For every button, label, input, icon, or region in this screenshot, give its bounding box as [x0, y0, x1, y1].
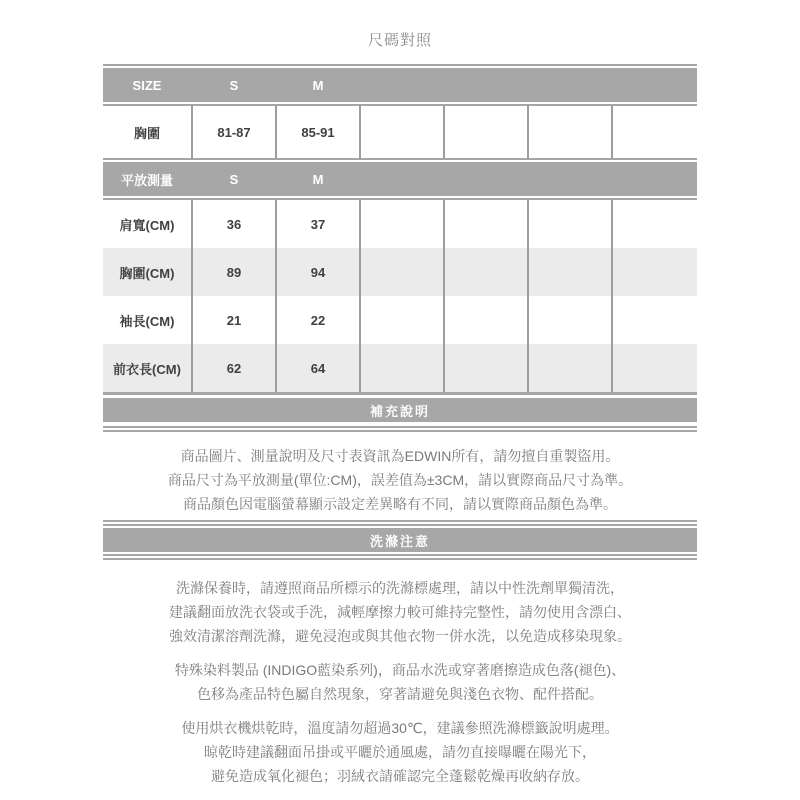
cell-value-s: 62 — [226, 360, 242, 376]
row-label: 前衣長(CM) — [113, 361, 181, 377]
washing-section-bar — [103, 528, 697, 552]
empty-cell — [611, 106, 695, 158]
cell-value-s: 36 — [226, 216, 242, 232]
supplement-bottom-rule — [103, 426, 697, 432]
cell-value-m: 85-91 — [301, 124, 335, 140]
washing-paragraph-drying — [0, 716, 800, 788]
washing-line: 建議翻面放洗衣袋或手洗，減輕摩擦力較可維持完整性，請勿使用含漂白、 — [169, 604, 631, 620]
empty-cell — [443, 106, 527, 158]
cell-value-m: 22 — [310, 312, 326, 328]
empty-cell — [611, 200, 695, 248]
washing-line: 特殊染料製品 (INDIGO藍染系列)，商品水洗或穿著磨擦造成色落(褪色)、 — [174, 662, 626, 678]
washing-line: 色移為產品特色屬自然現象，穿著請避免與淺色衣物、配件搭配。 — [197, 686, 603, 702]
supplement-line: 商品圖片、測量說明及尺寸表資訊為EDWIN所有，請勿擅自重製盜用。 — [180, 448, 620, 464]
size-header-s: S — [229, 77, 239, 93]
empty-cell — [359, 248, 443, 296]
supplement-section-title: 補充說明 — [369, 403, 430, 419]
cell-value-m: 64 — [310, 360, 326, 376]
size-table — [103, 64, 697, 432]
empty-cell — [527, 296, 611, 344]
flat-header-top-rule — [103, 158, 697, 160]
empty-cell — [527, 200, 611, 248]
row-label: 肩寬(CM) — [119, 217, 175, 233]
washing-line: 避免造成氧化褪色；羽絨衣請確認完全蓬鬆乾燥再收納存放。 — [211, 768, 589, 784]
table-row-chest — [103, 248, 697, 296]
empty-cell — [611, 344, 695, 392]
empty-cell — [527, 106, 611, 158]
table-top-rule — [103, 64, 697, 66]
flat-header-label: 平放測量 — [120, 172, 173, 188]
size-header-m: M — [312, 77, 324, 93]
washing-line: 使用烘衣機烘乾時，溫度請勿超過30℃，建議參照洗滌標籤說明處理。 — [181, 720, 619, 736]
table-row-front-length — [103, 344, 697, 392]
table-row-sleeve — [103, 296, 697, 344]
page-title: 尺碼對照 — [367, 32, 432, 49]
empty-cell — [359, 344, 443, 392]
empty-cell — [359, 296, 443, 344]
empty-cell — [611, 248, 695, 296]
supplement-section-bar — [103, 398, 697, 422]
empty-cell — [359, 200, 443, 248]
flat-header-s: S — [229, 171, 239, 187]
supplement-line: 商品尺寸為平放測量(單位:CM)，誤差值為±3CM，請以實際商品尺寸為準。 — [167, 472, 633, 488]
cell-value-m: 94 — [310, 264, 326, 280]
washing-line: 晾乾時建議翻面吊掛或平曬於通風處，請勿直接曝曬在陽光下， — [204, 744, 596, 760]
empty-cell — [359, 106, 443, 158]
cell-value-m: 37 — [310, 216, 326, 232]
washing-section-title: 洗滌注意 — [369, 533, 430, 549]
cell-value-s: 81-87 — [217, 124, 251, 140]
empty-cell — [611, 296, 695, 344]
empty-cell — [527, 344, 611, 392]
supplement-line: 商品顏色因電腦螢幕顯示設定差異略有不同，請以實際商品顏色為準。 — [183, 496, 617, 512]
washing-paragraph-indigo — [0, 658, 800, 706]
empty-cell — [443, 344, 527, 392]
size-header-label: SIZE — [132, 77, 162, 93]
washing-bottom-rule — [103, 554, 697, 560]
table-row-shoulder — [103, 200, 697, 248]
row-label: 袖長(CM) — [119, 313, 175, 329]
empty-cell — [443, 248, 527, 296]
flat-header-m: M — [312, 171, 324, 187]
size-header-row — [103, 68, 697, 102]
row-label: 胸圍(CM) — [119, 265, 175, 281]
empty-cell — [443, 200, 527, 248]
cell-value-s: 89 — [226, 264, 242, 280]
row-label: 胸圍 — [133, 125, 160, 141]
washing-line: 強效清潔溶劑洗滌，避免浸泡或與其他衣物一併水洗，以免造成移染現象。 — [169, 628, 631, 644]
supplement-paragraph — [0, 444, 800, 516]
washing-line: 洗滌保養時，請遵照商品所標示的洗滌標處理，請以中性洗劑單獨清洗， — [176, 580, 624, 596]
empty-cell — [443, 296, 527, 344]
flat-measure-header-row — [103, 162, 697, 196]
washing-section — [103, 520, 697, 560]
washing-paragraph-care — [0, 576, 800, 648]
empty-cell — [527, 248, 611, 296]
cell-value-s: 21 — [226, 312, 242, 328]
table-row-chest-body — [103, 106, 697, 158]
